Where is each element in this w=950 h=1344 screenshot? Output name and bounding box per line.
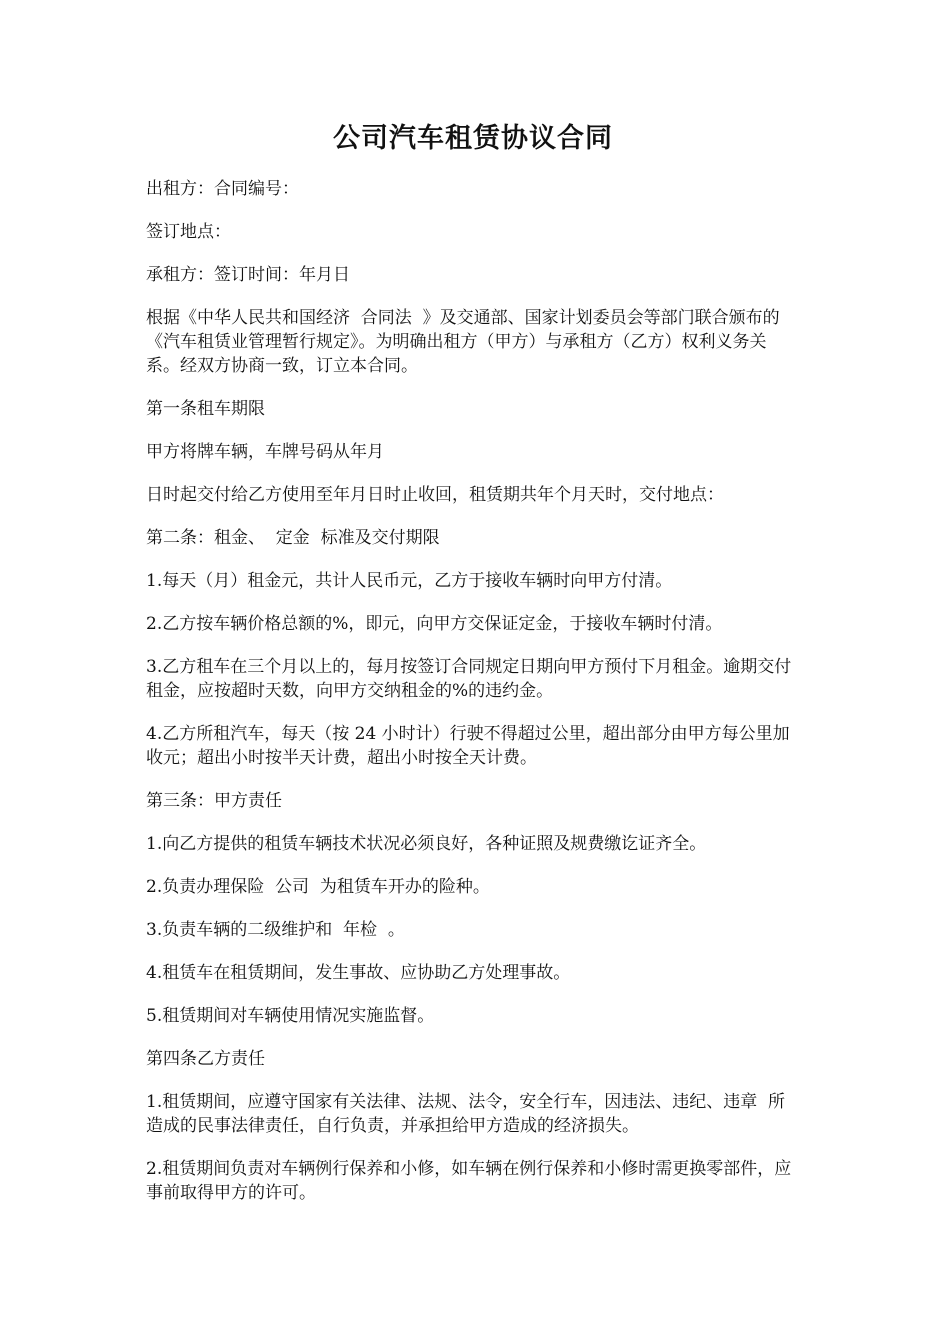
section-heading-article-1: 第一条租车期限 [146, 399, 265, 419]
paragraph-article-1-term: 日时起交付给乙方使用至年月日时止收回，租赁期共年个月天时，交付地点： [146, 485, 724, 505]
paragraph-article-1-vehicle: 甲方将牌车辆，车牌号码从年月 [146, 442, 384, 462]
paragraph-article-3-item-5: 5.租赁期间对车辆使用情况实施监督。 [146, 1006, 435, 1026]
paragraph-signing-place: 签订地点： [146, 222, 231, 242]
paragraph-article-3-item-4: 4.租赁车在租赁期间，发生事故、应协助乙方处理事故。 [146, 963, 571, 983]
paragraph-article-4-item-1: 1.租赁期间，应遵守国家有关法律、法规、法令，安全行车，因违法、违纪、违章 所造成的民事法律责任，自行负责，并承担给甲方造成的经济损失。 [146, 1092, 786, 1136]
paragraph-article-2-item-4: 4.乙方所租汽车，每天（按 24 小时计）行驶不得超过公里，超出部分由甲方每公里加收元；超出小时按半天计费，超出小时按全天计费。 [146, 724, 790, 768]
section-heading-article-4: 第四条乙方责任 [146, 1049, 265, 1069]
paragraph-article-3-item-3: 3.负责车辆的二级维护和 年检 。 [146, 920, 405, 940]
document-title: 公司汽车租赁协议合同 [333, 123, 613, 154]
section-heading-article-3: 第三条：甲方责任 [146, 791, 282, 811]
paragraph-article-2-item-1: 1.每天（月）租金元，共计人民币元，乙方于接收车辆时向甲方付清。 [146, 571, 673, 591]
paragraph-article-2-item-3: 3.乙方租车在三个月以上的，每月按签订合同规定日期向甲方预付下月租金。逾期交付租金，应按超时天数，向甲方交纳租金的%的违约金。 [146, 657, 792, 701]
paragraph-lessee-signing-time: 承租方：签订时间：年月日 [146, 265, 350, 285]
paragraph-article-2-item-2: 2.乙方按车辆价格总额的%，即元，向甲方交保证定金，于接收车辆时付清。 [146, 614, 723, 634]
paragraph-preamble: 根据《中华人民共和国经济 合同法 》及交通部、国家计划委员会等部门联合颁布的《汽车租赁业管理暂行规定》。为明确出租方（甲方）与承租方（乙方）权利义务关系。经双方协商一致，订立本合同。 [146, 308, 780, 376]
section-heading-article-2: 第二条：租金、 定金 标准及交付期限 [146, 528, 440, 548]
paragraph-article-3-item-2: 2.负责办理保险 公司 为租赁车开办的险种。 [146, 877, 490, 897]
paragraph-article-4-item-2: 2.租赁期间负责对车辆例行保养和小修，如车辆在例行保养和小修时需更换零部件，应事前取得甲方的许可。 [146, 1159, 792, 1203]
paragraph-lessor-contract-no: 出租方：合同编号： [146, 179, 299, 199]
paragraph-article-3-item-1: 1.向乙方提供的租赁车辆技术状况必须良好，各种证照及规费缴讫证齐全。 [146, 834, 707, 854]
